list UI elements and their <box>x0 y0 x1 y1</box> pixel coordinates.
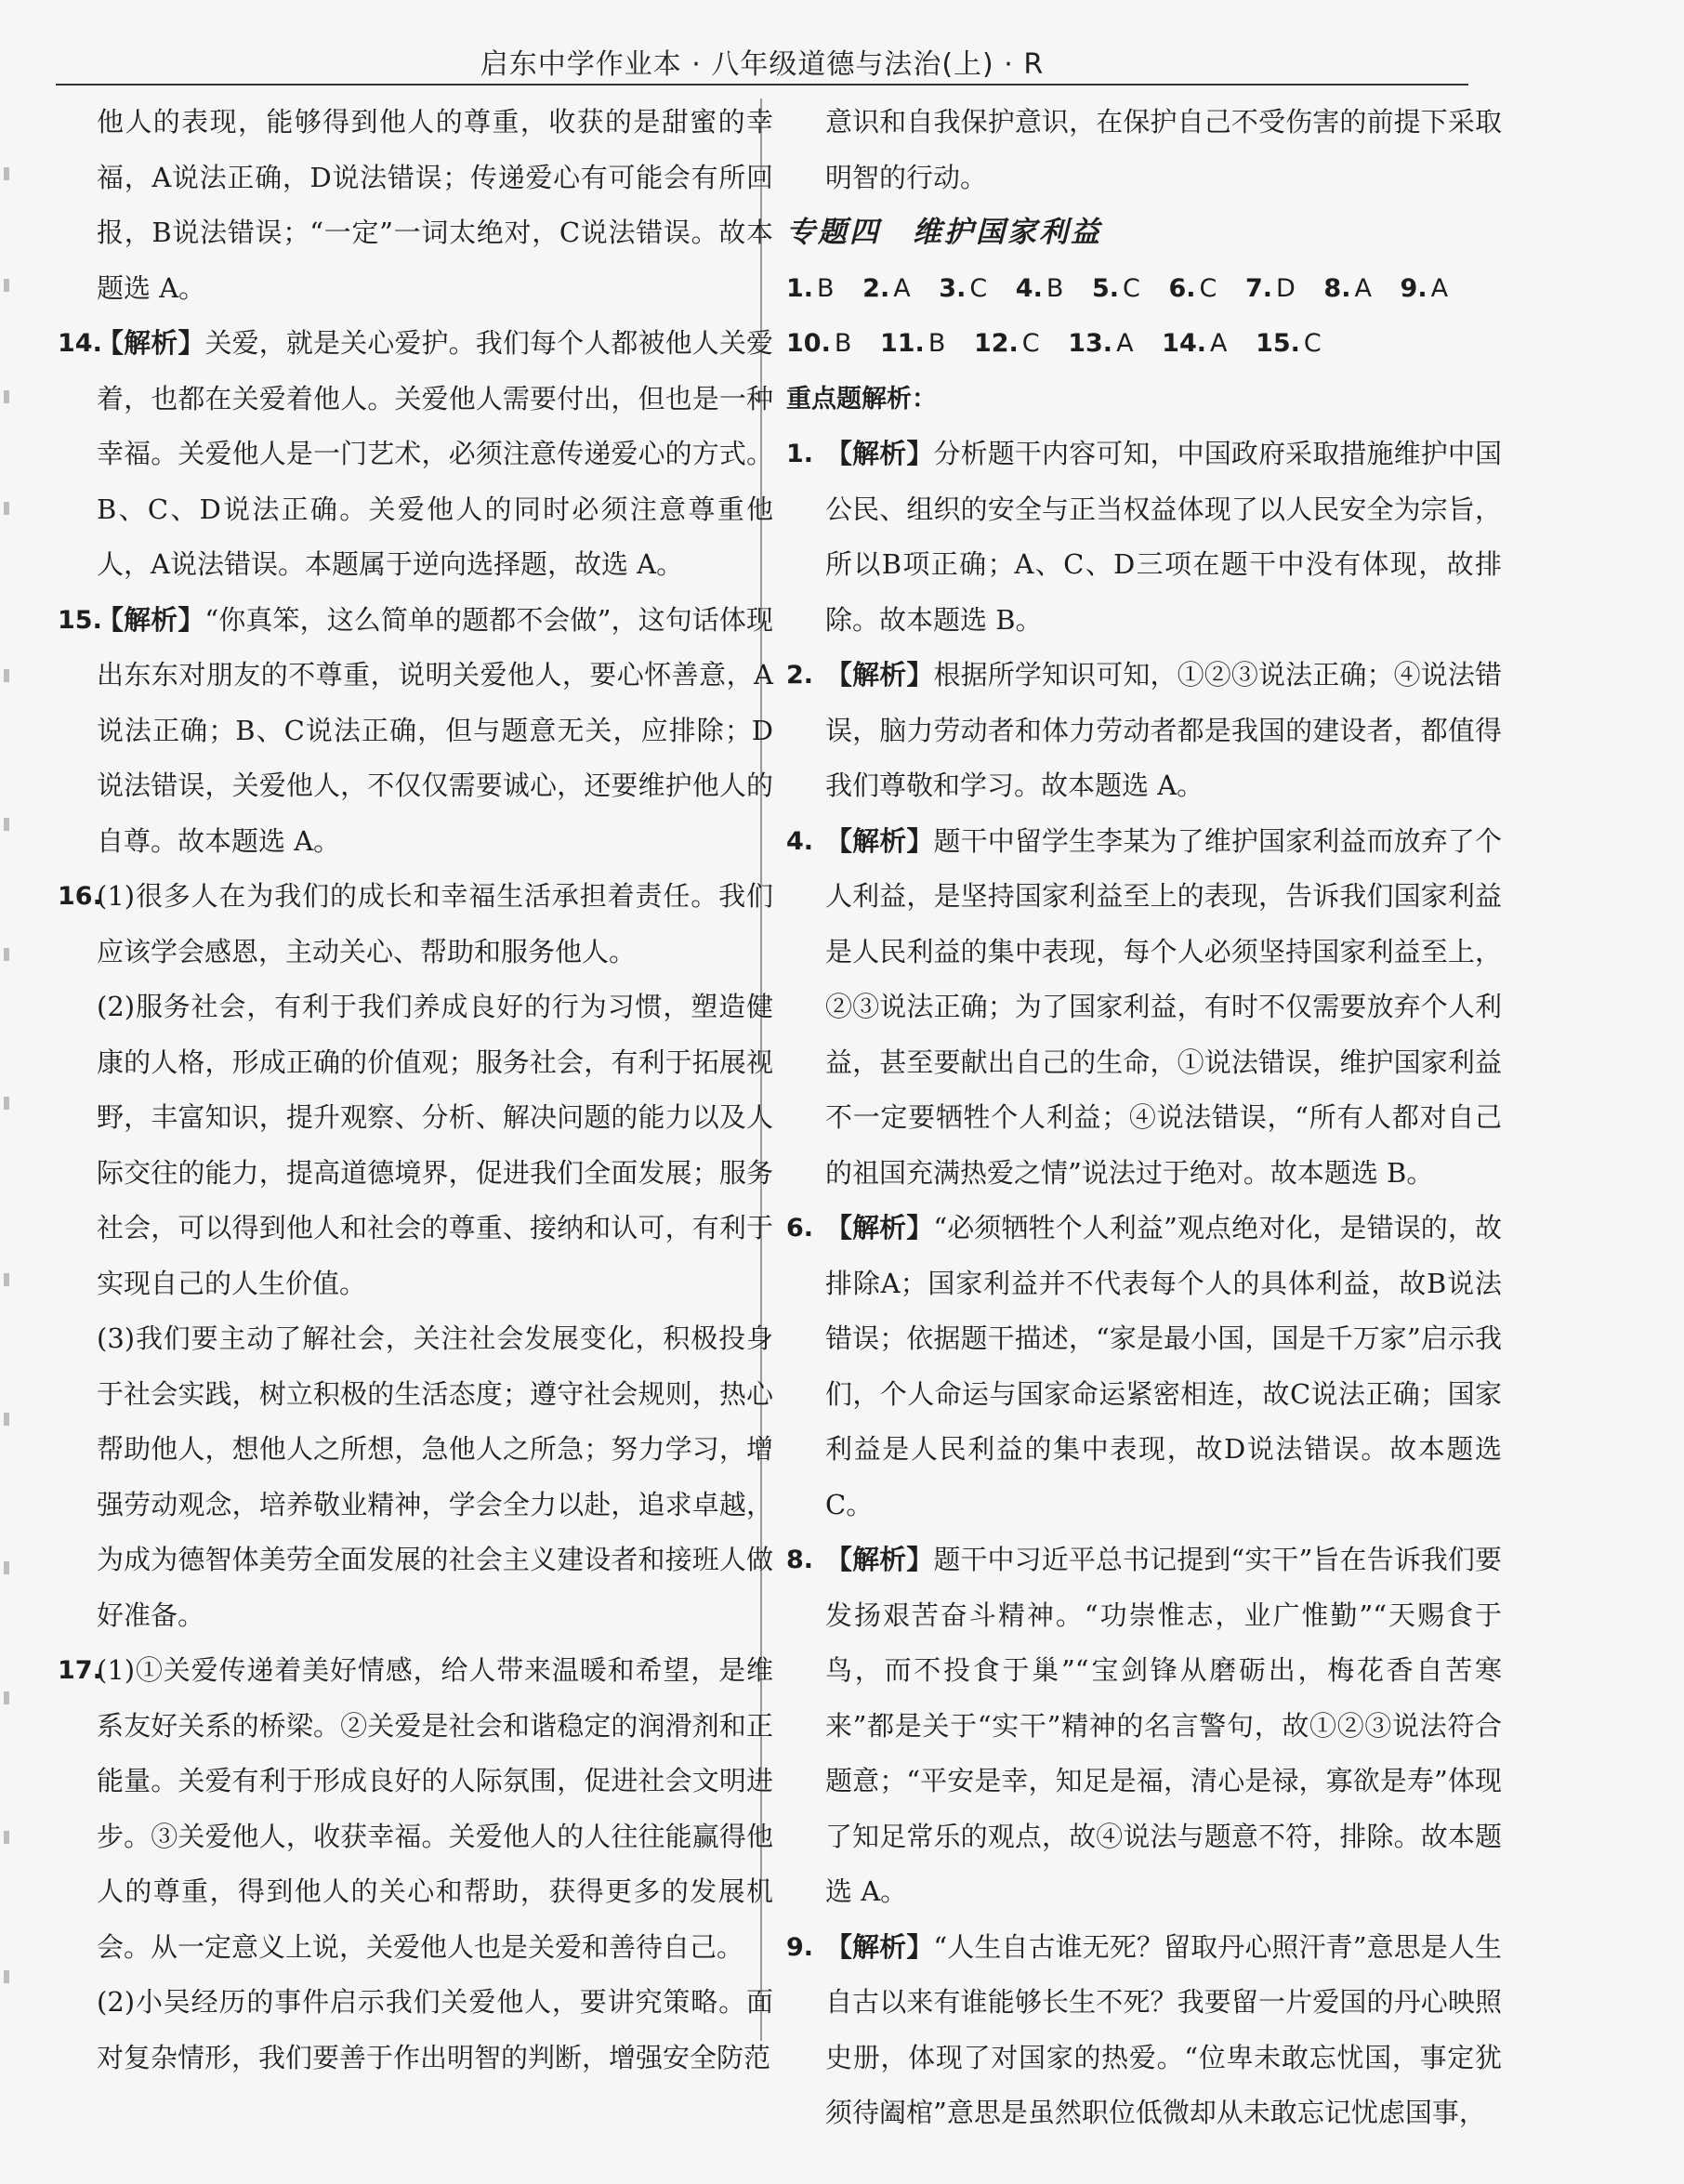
e8-explanation <box>786 1533 1502 1920</box>
e4-number: 4. <box>786 826 814 856</box>
answer-item: 1. B <box>786 273 835 303</box>
q17-part-1: (1)①关爱传递着美好情感，给人带来温暖和希望，是维系友好关系的桥梁。②关爱是社会和谐稳定的润滑剂和正能量。关爱有利于形成良好的人际氛围，促进社会文明进步。③关爱他人，收获幸福。关爱他人的人往往能赢得他人的尊重，得到他人的关心和帮助，获得更多的发展机会。从一定意义上说，关爱他人也是关爱和善待自己。 <box>97 1654 773 1963</box>
answer-item: 8. A <box>1323 273 1372 303</box>
answer-item: 2. A <box>862 273 911 303</box>
e4-text: 题干中留学生李某为了维护国家利益而放弃了个人利益，是坚持国家利益至上的表现，告诉我们国家利益是人民利益的集中表现，每个人必须坚持国家利益至上，②③说法正确；为了国家利益，有时不仅需要放弃个人利益，甚至要献出自己的生命，①说法错误，维护国家利益不一定要牺牲个人利益；④说法错误，“所有人都对自己的祖国充满热爱之情”说法过于绝对。故本题选 B。 <box>825 824 1502 1189</box>
e1-number: 1. <box>786 440 814 468</box>
e2-tag: 【解析】 <box>825 659 934 691</box>
q16-answer-1 <box>58 869 773 980</box>
q17-answer-1 <box>58 1643 773 1975</box>
e2-explanation <box>786 648 1502 814</box>
section-title: 专题四 维护国家利益 <box>786 216 1102 249</box>
answer-item: 7. D <box>1244 273 1296 303</box>
e9-explanation <box>786 1920 1502 2141</box>
left-column <box>58 95 773 2085</box>
q16-part-3: (3)我们要主动了解社会，关注社会发展变化，积极投身于社会实践，树立积极的生活态度；遵守社会规则，热心帮助他人，想他人之所想，急他人之所急；努力学习，增强劳动观念，培养敬业精神，学会全力以赴，追求卓越，为成为德智体美劳全面发展的社会主义建设者和接班人做好准备。 <box>97 1322 773 1631</box>
e9-text: “人生自古谁无死？留取丹心照汗青”意思是人生自古以来有谁能够长生不死？我要留一片爱国的丹心映照史册，体现了对国家的热爱。“位卑未敢忘忧国，事定犹须待阖棺”意思是虽然职位低微却从未敢忘记忧虑国事， <box>825 1930 1502 2128</box>
q13-continuation: 他人的表现，能够得到他人的尊重，收获的是甜蜜的幸福，A说法正确，D说法错误；传递爱心有可能会有所回报，B说法错误；“一定”一词太绝对，C说法错误。故本题选 A。 <box>97 106 773 304</box>
answer-item: 3. C <box>939 273 988 303</box>
answer-item: 12. C <box>973 329 1040 358</box>
answer-item: 5. C <box>1091 273 1140 303</box>
e4-explanation <box>786 814 1502 1202</box>
e4-tag: 【解析】 <box>825 824 934 857</box>
q17-continuation: 意识和自我保护意识，在保护自己不受伤害的前提下采取明智的行动。 <box>825 106 1502 193</box>
answers-row-1 <box>786 261 1502 317</box>
answer-item: 10. B <box>786 329 852 358</box>
answer-item: 9. A <box>1400 273 1449 303</box>
e8-text: 题干中习近平总书记提到“实干”旨在告诉我们要发扬艰苦奋斗精神。“功崇惟志，业广惟勤”“天赐食于鸟，而不投食于巢”“宝剑锋从磨砺出，梅花香自苦寒来”都是关于“实干”精神的名言警句，故①②③说法符合题意；“平安是幸，知足是福，清心是禄，寡欲是寿”体现了知足常乐的观点，故④说法与题意不符，排除。故本题选 A。 <box>825 1544 1502 1907</box>
e6-number: 6. <box>786 1214 814 1243</box>
q15-number: 15. <box>58 605 102 635</box>
q15-tag: 【解析】 <box>97 603 205 636</box>
q14-tag: 【解析】 <box>97 327 205 359</box>
answer-item: 11. B <box>879 329 946 358</box>
q16-part-1: (1)很多人在为我们的成长和幸福生活承担着责任。我们应该学会感恩，主动关心、帮助和服务他人。 <box>97 880 773 967</box>
e9-number: 9. <box>786 1932 814 1962</box>
answer-item: 13. A <box>1068 329 1134 358</box>
answer-item: 14. A <box>1162 329 1228 358</box>
e8-tag: 【解析】 <box>825 1544 934 1575</box>
q15-explanation <box>58 593 773 870</box>
e1-tag: 【解析】 <box>825 438 934 469</box>
right-column <box>786 95 1502 2141</box>
e6-explanation <box>786 1201 1502 1533</box>
header-rule <box>56 84 1468 86</box>
e8-number: 8. <box>786 1546 814 1574</box>
q17-number: 17. <box>58 1656 102 1685</box>
q17-part-2: (2)小吴经历的事件启示我们关爱他人，要讲究策略。面对复杂情形，我们要善于作出明智的判断，增强安全防范 <box>97 1986 773 2073</box>
page-header: 启东中学作业本 · 八年级道德与法治(上) · R <box>480 48 1045 81</box>
e1-text: 分析题干内容可知，中国政府采取措施维护中国公民、组织的安全与正当权益体现了以人民安全为宗旨，所以B项正确；A、C、D三项在题干中没有体现，故排除。故本题选 B。 <box>825 438 1502 636</box>
q15-text: “你真笨，这么简单的题都不会做”，这句话体现出东东对朋友的不尊重，说明关爱他人，要心怀善意，A说法正确；B、C说法正确，但与题意无关，应排除；D说法错误，关爱他人，不仅仅需要诚心，还要维护他人的自尊。故本题选 A。 <box>97 603 773 857</box>
answer-item: 4. B <box>1015 273 1064 303</box>
key-analysis-title: 重点题解析： <box>786 384 937 414</box>
q14-explanation <box>58 316 773 593</box>
answer-item: 6. C <box>1168 273 1217 303</box>
e2-number: 2. <box>786 661 814 690</box>
e9-tag: 【解析】 <box>825 1930 934 1963</box>
q14-text: 关爱，就是关心爱护。我们每个人都被他人关爱着，也都在关爱着他人。关爱他人需要付出，但也是一种幸福。关爱他人是一门艺术，必须注意传递爱心的方式。B、C、D说法正确。关爱他人的同时必须注意尊重他人，A说法错误。本题属于逆向选择题，故选 A。 <box>97 327 773 580</box>
q16-part-2: (2)服务社会，有利于我们养成良好的行为习惯，塑造健康的人格，形成正确的价值观；服务社会，有利于拓展视野，丰富知识，提升观察、分析、解决问题的能力以及人际交往的能力，提高道德境界，促进我们全面发展；服务社会，可以得到他人和社会的尊重、接纳和认可，有利于实现自己的人生价值。 <box>97 991 773 1299</box>
e1-explanation <box>786 427 1502 648</box>
answer-item: 15. C <box>1256 329 1322 358</box>
e6-text: “必须牺牲个人利益”观点绝对化，是错误的，故排除A；国家利益并不代表每个人的具体利益，故B说法错误；依据题干描述，“家是最小国，国是千万家”启示我们，个人命运与国家命运紧密相连，故C说法正确；国家利益是人民利益的集中表现，故D说法错误。故本题选 C。 <box>825 1212 1502 1520</box>
e6-tag: 【解析】 <box>825 1212 934 1243</box>
binding-edge-marks <box>4 112 11 2063</box>
e2-text: 根据所学知识可知，①②③说法正确；④说法错误，脑力劳动者和体力劳动者都是我国的建设者，都值得我们尊敬和学习。故本题选 A。 <box>825 659 1502 801</box>
q14-number: 14. <box>58 329 102 358</box>
answers-row-2 <box>786 316 1502 372</box>
q16-number: 16. <box>58 882 102 911</box>
